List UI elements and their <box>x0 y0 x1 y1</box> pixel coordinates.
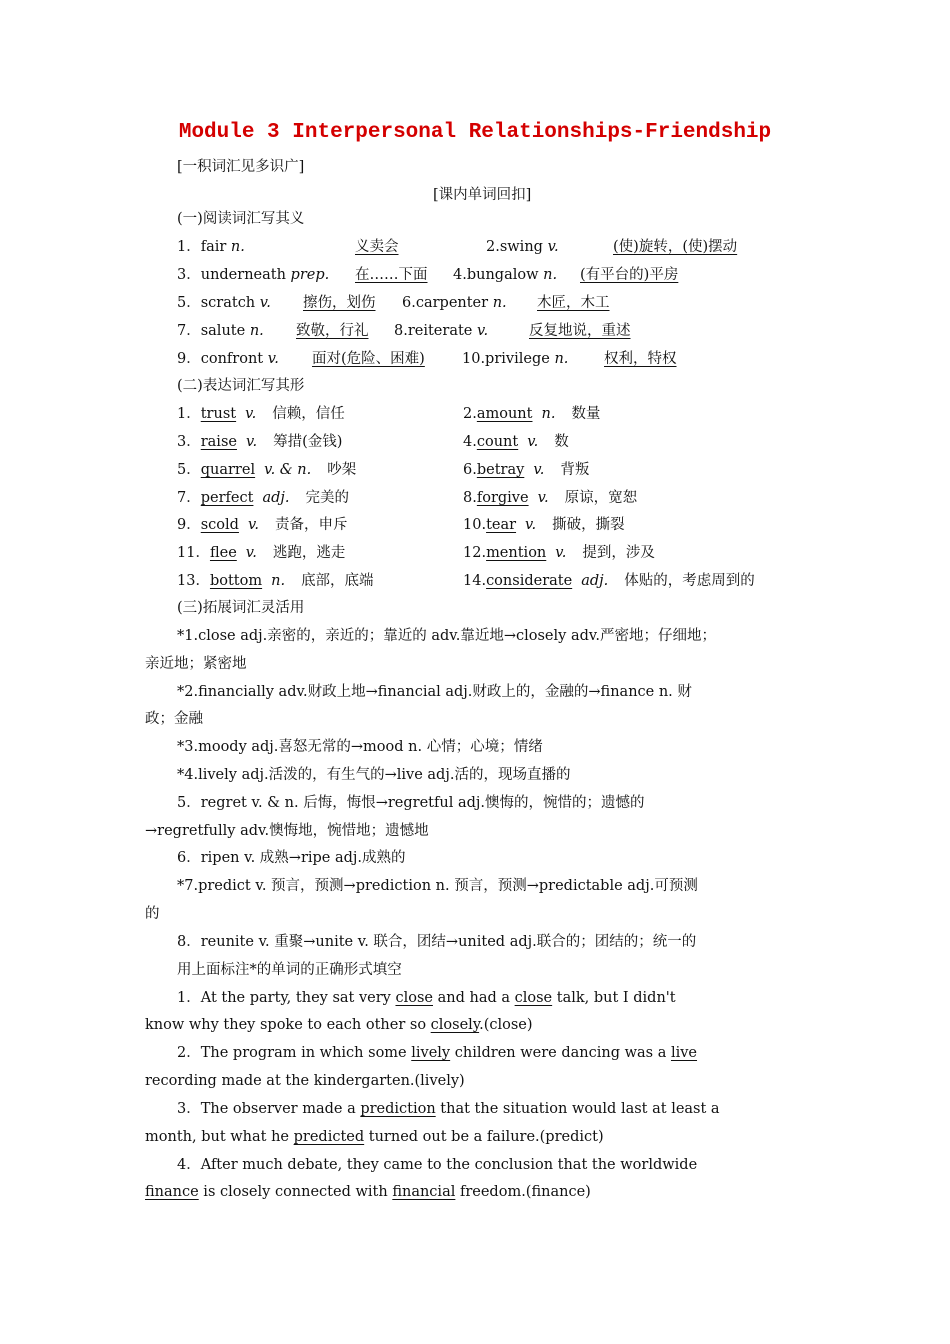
vocab-meaning: 提到，涉及 <box>582 545 655 561</box>
vocab-item <box>177 460 356 480</box>
vocab-word: 9．confront <box>177 351 268 367</box>
vocab-answer: (使)旋转，(使)摆动 <box>613 239 738 255</box>
exercise-4-line-2: finance is closely connected with financial freedom.(finance) <box>145 1184 591 1200</box>
vocab-item <box>177 321 264 341</box>
vocab-answer: (有平台的)平房 <box>580 267 679 283</box>
part-of-speech: v. <box>555 545 567 561</box>
item-number: 13． <box>177 573 210 589</box>
derivation-line: *1.close adj.亲密的，亲近的；靠近的 adv.靠近地→closely adv.严密地；仔细地； <box>177 628 716 644</box>
derivation-line: *2.financially adv.财政上地→financial adj.财政上的，金融的→finance n. 财 <box>177 684 692 700</box>
part-of-speech: v. <box>547 239 559 255</box>
vocab-word: 2.swing <box>486 239 548 255</box>
vocab-answer: trust <box>200 406 237 422</box>
vocab-item <box>177 265 329 285</box>
part-of-speech: v. <box>537 490 549 506</box>
vocab-word: 4.bungalow <box>453 267 544 283</box>
vocab-answer: raise <box>200 434 237 450</box>
part-of-speech: v. <box>533 462 545 478</box>
vocab-meaning: 底部，底端 <box>301 573 374 589</box>
answer-blank: close <box>395 990 433 1006</box>
part-of-speech: v. <box>527 434 539 450</box>
section3-heading: (三)拓展词汇灵活用 <box>177 600 305 616</box>
part-of-speech: n. <box>543 267 558 283</box>
vocab-answer: 面对(危险、困难) <box>312 351 425 367</box>
vocab-answer: betray <box>476 462 525 478</box>
vocab-meaning: 筹措(金钱) <box>273 434 343 450</box>
vocab-item <box>453 265 557 285</box>
derivation-line: 亲近地；紧密地 <box>145 656 247 672</box>
page-title: Module 3 Interpersonal Relationships-Friendship <box>178 121 772 144</box>
vocab-word: 5．scratch <box>177 295 260 311</box>
item-number: 9． <box>177 517 201 533</box>
derivation-line: 6．ripen v. 成熟→ripe adj.成熟的 <box>177 850 406 866</box>
part-of-speech: adj. <box>262 490 290 506</box>
vocab-word: 8.reiterate <box>394 323 477 339</box>
item-number: 2. <box>463 406 477 422</box>
part-of-speech: v. <box>245 434 258 450</box>
derivation-line: *3.moody adj.喜怒无常的→mood n. 心情；心境；情绪 <box>177 739 543 755</box>
vocab-item <box>463 543 655 563</box>
part-of-speech: prep. <box>290 267 330 283</box>
vocab-answer: 木匠，木工 <box>537 295 610 311</box>
derivation-line: 5．regret v. & n. 后悔，悔恨→regretful adj.懊悔的，惋惜的；遗憾的 <box>177 795 645 811</box>
vocab-item <box>177 432 342 452</box>
exercise-1-line-2: know why they spoke to each other so closely.(close) <box>145 1017 533 1033</box>
vocab-item <box>463 404 600 424</box>
answer-blank: lively <box>411 1045 451 1061</box>
vocab-answer: amount <box>476 406 533 422</box>
part-of-speech: v. <box>477 323 489 339</box>
part-of-speech: v. <box>245 545 257 561</box>
item-number: 12. <box>463 545 487 561</box>
vocab-meaning: 信赖，信任 <box>272 406 345 422</box>
exercise-1-line-1: 1．At the party, they sat very close and had a close talk, but I didn't <box>177 990 676 1006</box>
part-of-speech: v. <box>247 517 260 533</box>
exercise-2-line-2: recording made at the kindergarten.(lively) <box>145 1073 465 1089</box>
section1-heading: (一)阅读词汇写其义 <box>177 211 305 227</box>
vocab-item <box>177 488 349 508</box>
part-of-speech: n. <box>249 323 264 339</box>
item-number: 4. <box>463 434 477 450</box>
vocab-answer: mention <box>486 545 547 561</box>
exercise-4-line-1: 4．After much debate, they came to the conclusion that the worldwide <box>177 1157 698 1173</box>
vocab-answer: 在……下面 <box>355 267 428 283</box>
vocab-answer: 反复地说，重述 <box>529 323 631 339</box>
vocab-item <box>177 349 279 369</box>
item-number: 14. <box>463 573 487 589</box>
fill-heading: 用上面标注*的单词的正确形式填空 <box>177 962 402 978</box>
vocab-meaning: 数 <box>554 434 569 450</box>
part-of-speech: adj. <box>581 573 609 589</box>
vocab-meaning: 背叛 <box>560 462 590 478</box>
part-of-speech: n. <box>492 295 507 311</box>
vocab-answer: 义卖会 <box>355 239 399 255</box>
part-of-speech: n. <box>541 406 556 422</box>
vocab-meaning: 数量 <box>571 406 601 422</box>
subheading: [课内单词回扣] <box>433 187 532 203</box>
item-number: 6. <box>463 462 477 478</box>
derivation-line: 8．reunite v. 重聚→unite v. 联合，团结→united adj.联合的；团结的；统一的 <box>177 934 697 950</box>
vocab-item <box>177 237 245 257</box>
vocab-item <box>463 571 755 591</box>
part-of-speech: v. <box>259 295 271 311</box>
vocab-answer: considerate <box>486 573 573 589</box>
exercise-2-line-1: 2．The program in which some lively children were dancing was a live <box>177 1045 698 1061</box>
item-number: 10. <box>463 517 487 533</box>
vocab-word: 7．salute <box>177 323 250 339</box>
vocab-answer: perfect <box>200 490 254 506</box>
banner: [一积词汇见多识广] <box>177 159 305 175</box>
vocab-word: 6.carpenter <box>402 295 493 311</box>
vocab-item <box>177 404 345 424</box>
vocab-answer: 权利，特权 <box>604 351 677 367</box>
vocab-answer: flee <box>209 545 237 561</box>
vocab-answer: count <box>476 434 519 450</box>
answer-blank: prediction <box>360 1101 436 1117</box>
vocab-item <box>463 488 637 508</box>
item-number: 8. <box>463 490 477 506</box>
exercise-3-line-2: month, but what he predicted turned out be a failure.(predict) <box>145 1129 604 1145</box>
vocab-answer: 擦伤，划伤 <box>303 295 376 311</box>
vocab-word: 3．underneath <box>177 267 291 283</box>
vocab-item <box>486 237 559 257</box>
part-of-speech: v. <box>525 517 537 533</box>
vocab-item <box>177 543 345 563</box>
part-of-speech: v. <box>267 351 279 367</box>
vocab-answer: scold <box>200 517 239 533</box>
vocab-item <box>394 321 488 341</box>
vocab-item <box>463 460 589 480</box>
vocab-answer: quarrel <box>200 462 256 478</box>
part-of-speech: v. & n. <box>264 462 312 478</box>
derivation-line: 的 <box>145 906 160 922</box>
answer-blank: finance <box>145 1184 199 1200</box>
answer-blank: financial <box>392 1184 456 1200</box>
item-number: 3． <box>177 434 201 450</box>
vocab-word: 1．fair <box>177 239 231 255</box>
exercise-3-line-1: 3．The observer made a prediction that the situation would last at least a <box>177 1101 720 1117</box>
item-number: 11． <box>177 545 210 561</box>
vocab-answer: tear <box>486 517 517 533</box>
vocab-word: 10.privilege <box>462 351 555 367</box>
vocab-item <box>402 293 507 313</box>
item-number: 5． <box>177 462 201 478</box>
derivation-line: 政；金融 <box>145 711 203 727</box>
vocab-answer: 致敬，行礼 <box>296 323 369 339</box>
section2-heading: (二)表达词汇写其形 <box>177 378 305 394</box>
part-of-speech: v. <box>245 406 257 422</box>
vocab-answer: bottom <box>209 573 263 589</box>
vocab-item <box>463 432 569 452</box>
vocab-meaning: 原谅，宽恕 <box>564 490 638 506</box>
vocab-meaning: 体贴的，考虑周到的 <box>624 573 755 589</box>
vocab-meaning: 完美的 <box>305 490 349 506</box>
part-of-speech: n. <box>271 573 286 589</box>
part-of-speech: n. <box>230 239 245 255</box>
vocab-answer: forgive <box>476 490 529 506</box>
vocab-meaning: 责备，申斥 <box>275 517 348 533</box>
answer-blank: close <box>514 990 553 1006</box>
derivation-line: *4.lively adj.活泼的，有生气的→live adj.活的，现场直播的 <box>177 767 571 783</box>
vocab-meaning: 撕破，撕裂 <box>552 517 625 533</box>
vocab-item <box>463 515 625 535</box>
part-of-speech: n. <box>554 351 569 367</box>
derivation-line: *7.predict v. 预言，预测→prediction n. 预言，预测→predictable adj.可预测 <box>177 878 698 894</box>
item-number: 1． <box>177 406 201 422</box>
vocab-item <box>177 293 271 313</box>
answer-blank: predicted <box>293 1129 365 1145</box>
vocab-meaning: 逃跑，逃走 <box>272 545 346 561</box>
vocab-item <box>177 515 348 535</box>
item-number: 7． <box>177 490 201 506</box>
vocab-item <box>462 349 568 369</box>
derivation-line: →regretfully adv.懊悔地，惋惜地；遗憾地 <box>145 823 429 839</box>
answer-blank: closely <box>430 1017 480 1033</box>
vocab-item <box>177 571 374 591</box>
answer-blank: live <box>670 1045 698 1061</box>
vocab-meaning: 吵架 <box>327 462 357 478</box>
